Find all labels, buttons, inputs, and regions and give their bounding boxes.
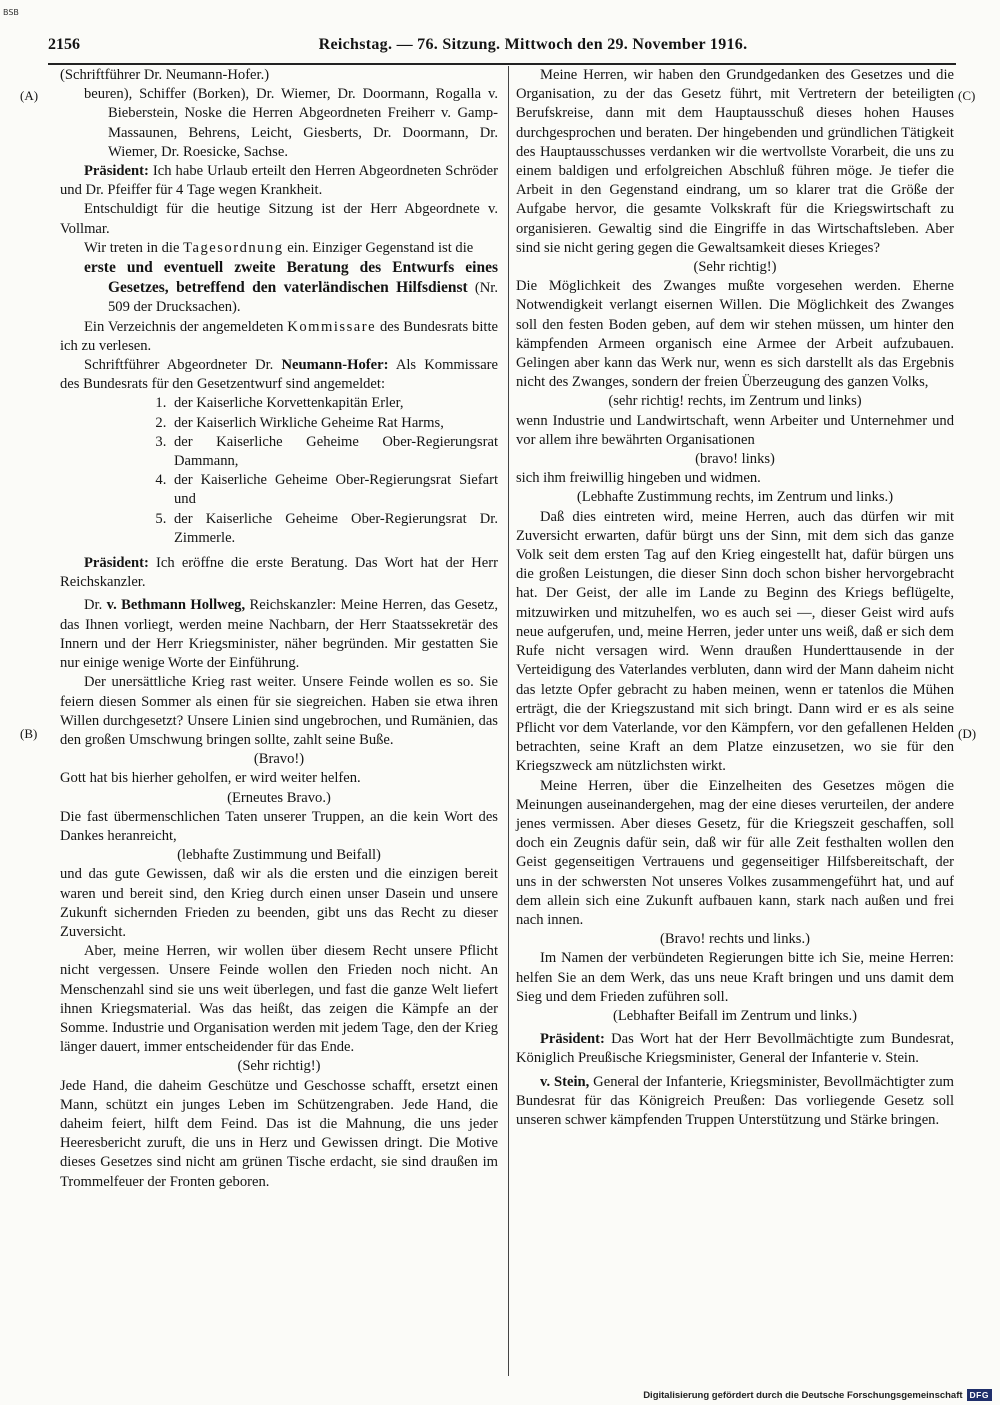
list-item: 4. der Kaiserliche Geheime Ober-Regierungsrat Siefart und xyxy=(170,471,498,509)
margin-marker-d: (D) xyxy=(958,726,977,741)
paragraph: Meine Herren, wir haben den Grundgedanken des Gesetzes und die Organisation, zu der das Gesetz führt, mit Vertretern der beteiligten Berufskreise, dann mit dem Hauptausschuß dieses hohen Hauses durchgesprochen und beraten. Der hingebenden und gründlichen Tätigkeit des Hauptausschusses verdanken wir die wertvollste Vorarbeit, die uns zu einem baldigen und erfolgreichen Abschluß führen möge. Je tiefer die Arbeit in den Gegenstand eindrang, um so klarer trat die Größe der Aufgabe hervor, die gesamte Volkskraft für die Kriegswirtschaft zu organisieren. Gewaltig sind die Eingriffe in das Wirtschaftsleben. Aber sind sie nicht gering gegen die Gewaltsamkeit dieses Krieges? xyxy=(516,67,954,256)
list-item: 5. der Kaiserliche Geheime Ober-Regierungsrat Dr. Zimmerle. xyxy=(170,510,498,548)
margin-marker-a: (A) xyxy=(20,88,39,103)
dfg-logo: DFG xyxy=(967,1389,992,1401)
library-stamp: BSB xyxy=(3,8,19,17)
speaker-label: v. Bethmann Hollweg, xyxy=(106,597,246,614)
paragraph: und das gute Gewissen, daß wir als die ersten und die einzigen bereit waren und bereit sind, den Krieg durch einen unser Dasein und unsere Zukunft sichernden Frieden zu beenden, gibt uns das Recht zu dieser Zuversicht. xyxy=(60,866,498,940)
speaker-note: (Schriftführer Dr. Neumann-Hofer.) xyxy=(60,67,270,83)
page-header xyxy=(48,36,954,60)
paragraph: Präsident: Das Wort hat der Herr Bevollmächtigte zum Bundesrat, Königlich Preußische Kriegsminister, General der Infanterie v. Stein. xyxy=(516,1031,954,1067)
paragraph: Wir treten in die Tagesordnung ein. Einziger Gegenstand ist die xyxy=(84,239,474,256)
list-item: 2. der Kaiserlich Wirkliche Geheime Rat Harms, xyxy=(170,414,498,433)
paragraph: v. Stein, General der Infanterie, Kriegsminister, Bevollmächtigter zum Bundesrat für das Königreich Preußen: Das vorliegende Gesetz soll unseren schwer kämpfenden Truppen Unterstützung und Stärke bringen. xyxy=(516,1073,955,1128)
paragraph: sich ihm freiwillig hingeben und widmen. xyxy=(516,470,761,487)
paragraph: Entschuldigt für die heutige Sitzung ist der Herr Abgeordnete v. Vollmar. xyxy=(60,201,498,237)
list-item: 1. der Kaiserliche Korvettenkapitän Erler, xyxy=(170,394,498,413)
interjection: (sehr richtig! rechts, im Zentrum und links) xyxy=(608,393,862,410)
attendance-list: beuren), Schiffer (Borken), Dr. Wiemer, Dr. Doormann, Rogalla v. Bieberstein, Noske die Herren Abgeordneten Freiherr v. Gamp-Massaunen, Behrens, Leicht, Giesberts, Dr. Doormann, Dr. Wiemer, Dr. Roesicke, Sachse. xyxy=(84,86,498,160)
running-title: Reichstag. — 76. Sitzung. Mittwoch den 29. November 1916. xyxy=(318,36,748,53)
interjection: (Sehr richtig!) xyxy=(693,259,777,276)
paragraph: wenn Industrie und Landwirtschaft, wenn Arbeiter und Unternehmer und vor allem ihre bewährten Organisationen xyxy=(516,412,954,448)
speaker-label: Neumann-Hofer: xyxy=(281,357,389,374)
paragraph: Präsident: Ich eröffne die erste Beratung. Das Wort hat der Herr Reichskanzler. xyxy=(60,555,498,591)
paragraph: Schriftführer Abgeordneter Dr. Neumann-Hofer: Als Kommissare des Bundesrats für den Gesetzentwurf sind angemeldet: xyxy=(60,357,499,393)
agenda-title: erste und eventuell zweite Beratung des Entwurfs eines Gesetzes, betreffend den vaterländischen Hilfsdienst xyxy=(84,259,498,297)
agenda-item: erste und eventuell zweite Beratung des Entwurfs eines Gesetzes, betreffend den vaterländischen Hilfsdienst (Nr. 509 der Drucksachen). xyxy=(84,259,498,316)
paragraph: Die Möglichkeit des Zwanges mußte vorgesehen werden. Eherne Notwendigkeit verlangt eisernen Willen. Die Möglichkeit des Zwanges soll den festen Boden geben, auf dem wir stehen müssen, um hinter den kämpfenden Armeen organisch eine Armee der Arbeit aufzubauen. Gelingen aber kann das Werk nur, wenn es sich darstellt als das Ergebnis nicht des Zwanges, sondern der freien Überzeugung des ganzen Volks, xyxy=(516,278,954,391)
header-rule xyxy=(48,63,956,65)
paragraph: Die fast übermenschlichen Taten unserer Truppen, an die kein Wort des Dankes heranreicht, xyxy=(60,808,498,844)
paragraph: Präsident: Ich habe Urlaub erteilt den Herren Abgeordneten Schröder und Dr. Pfeiffer für 4 Tage wegen Krankheit. xyxy=(60,163,498,199)
digitization-credit xyxy=(643,1389,992,1401)
commissioner-list xyxy=(60,394,498,548)
speaker-label: v. Stein, xyxy=(540,1073,590,1090)
interjection: (Lebhafter Beifall im Zentrum und links.) xyxy=(613,1007,857,1024)
page-number: 2156 xyxy=(48,36,80,53)
paragraph: Daß dies eintreten wird, meine Herren, auch das dürfen wir mit Zuversicht erwarten, dafür bürgt uns der Sinn, mit dem sich das ganze Volk seit dem ersten Tag auf den Krieg eingestellt hat, dafür bürgen uns die großen Leistungen, die dieser Sinn doch schon bisher hervorgebracht hat. Der Geist, der alle im Lande zu Beginn des Kriegs beflügelte, mitzuwirken und mitzuhelfen, wo es auch sei —, dieser Geist wird aufs neue aufgerufen, und, meine Herren, jeder unter uns weiß, daß er sich dem Rufe nicht versagen wird. Wenn draußen Hunderttausende in der Verteidigung des Vaterlandes verbluten, dann wird der Mann daheim nicht das letzte Opfer gebracht zu haben meinen, wenn er tatenlos die Mühen erträgt, die der Kriegszustand mit sich bringt. Dann wird er es als seine Pflicht vor dem Vaterlande, vor den Kämpfern, vor den gefallenen Helden betrachten, seine Kraft an dem Platze einzusetzen, wo sie für den Kriegszweck am nützlichsten wirkt. xyxy=(516,508,954,775)
interjection: (Bravo! rechts und links.) xyxy=(660,931,810,948)
list-item: 3. der Kaiserliche Geheime Ober-Regierungsrat Dammann, xyxy=(170,433,498,471)
paragraph: Jede Hand, die daheim Geschütze und Geschosse schafft, ersetzt einen Mann, schützt ein junges Leben im Schützengraben. Jede Hand, die daheim feiert, hilft dem Feind. Das ist die Mahnung, die uns jeder Heeresbericht zuruft, die uns in Herz und Gewissen dringt. Die Motive dieses Gesetzes sind nicht am grünen Tische erdacht, sie sind draußen im Trommelfeuer der Fronten geboren. xyxy=(60,1077,498,1190)
interjection: (Sehr richtig!) xyxy=(237,1058,321,1075)
left-column xyxy=(60,66,498,1192)
paragraph: Meine Herren, über die Einzelheiten des Gesetzes mögen die Meinungen auseinandergehen, mag der eine dieses verurteilen, der andere jenes vermissen. Aber dieses Gesetz, für die Kriegszeit geschaffen, soll doch ein Zeugnis dafür sein, daß wir für alle Zeit festhalten wollen den Geist gegenseitigen Vertrauens und gegenseitiger Hilfsbereitschaft, der uns in der schwersten Not unseres Volkes zusammengeführt hat, und auf dem allein sich eine Zukunft aufbauen kann, stark nach außen und frei nach innen. xyxy=(516,777,954,928)
paragraph: Ein Verzeichnis der angemeldeten Kommissare des Bundesrats bitte ich zu verlesen. xyxy=(60,318,498,354)
paragraph: Im Namen der verbündeten Regierungen bitte ich Sie, meine Herren: helfen Sie an dem Werk, das uns neue Kraft bringen und uns damit dem Sieg und dem Frieden zuführen soll. xyxy=(516,950,954,1005)
right-column xyxy=(516,66,954,1130)
column-divider xyxy=(508,66,509,1376)
margin-marker-c: (C) xyxy=(958,88,976,103)
interjection: (Lebhafte Zustimmung rechts, im Zentrum und links.) xyxy=(576,489,894,506)
speaker-label: Präsident: xyxy=(84,555,149,572)
interjection: (lebhafte Zustimmung und Beifall) xyxy=(177,847,381,864)
interjection: (Bravo!) xyxy=(253,751,305,768)
paragraph: Der unersättliche Krieg rast weiter. Unsere Feinde wollen es so. Sie feiern diesen Sommer als einen für sie siegreichen. Haben sie etwa ihren Willen durchgesetzt? Unsere Linien sind ungebrochen, und Rumänien, das den großen Umschwung bringen sollte, zahlt seine Buße. xyxy=(60,674,498,748)
interjection: (Erneutes Bravo.) xyxy=(227,789,331,806)
paragraph: Dr. v. Bethmann Hollweg, Reichskanzler: Meine Herren, das Gesetz, das Ihnen vorliegt, werden meine Nachbarn, der Herr Staatssekretär des Innern und der Herr Kriegsminister, näher begründen. Mir gestatten Sie nur einige wenige Worte der Einführung. xyxy=(60,597,498,672)
margin-marker-b: (B) xyxy=(20,726,38,741)
credit-text: Digitalisierung gefördert durch die Deutsche Forschungsgemeinschaft xyxy=(643,1389,963,1401)
paragraph: Gott hat bis hierher geholfen, er wird weiter helfen. xyxy=(60,770,361,787)
interjection: (bravo! links) xyxy=(695,451,775,468)
speaker-label: Präsident: xyxy=(540,1031,605,1048)
speaker-label: Präsident: xyxy=(84,163,149,180)
paragraph: Aber, meine Herren, wir wollen über diesem Recht unsere Pflicht nicht vergessen. Unsere Feinde wollen den Frieden noch nicht. An Menschenzahl sind sie uns weit überlegen, und fast die ganze Welt liefert ihnen Kriegsmaterial. Was das heißt, das zeigen die Kämpfe an der Somme. Industrie und Organisation werden mit jedem Tage, den der Krieg länger dauert, immer entscheidender für das Ende. xyxy=(60,943,498,1056)
